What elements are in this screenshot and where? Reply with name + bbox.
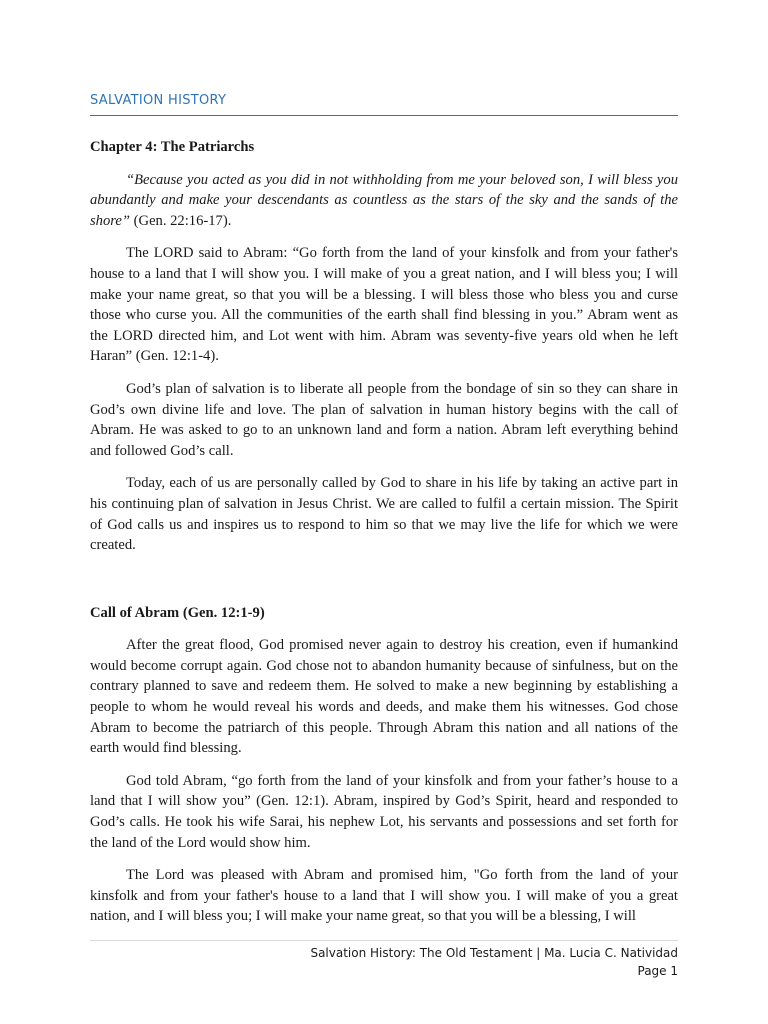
epigraph-citation: (Gen. 22:16-17). — [130, 212, 232, 229]
footer-source: Salvation History: The Old Testament | Ma. Lucia C. Natividad — [310, 946, 678, 960]
document-page — [90, 0, 678, 1024]
paragraph-god-told-abram: God told Abram, “go forth from the land of your kinsfolk and from your father’s house to a land that I will show you” (Gen. 12:1). Abram, inspired by God’s Spirit, heard and responded to God’s calls. He took his wife Sarai, his nephew Lot, his servants and possessions and set forth for the land of the Lord would show him. — [90, 772, 678, 851]
document-body — [90, 137, 678, 939]
page-number: Page 1 — [637, 964, 678, 978]
epigraph — [90, 170, 678, 232]
paragraph-abram-called: The LORD said to Abram: “Go forth from the land of your kinsfolk and from your father's house to a land that I will show you. I will make of you a great nation, and I will bless you; I will make your name great, so that you will be a blessing. I will bless those who bless you and curse those who curse you. All the communities of the earth shall find blessing in you.” Abram went as the LORD directed him, and Lot went with him. Abram was seventy-five years old when he left Haran” (Gen. 12:1-4). — [90, 245, 678, 365]
paragraph-after-flood: After the great flood, God promised never again to destroy his creation, even if humankind would become corrupt again. God chose not to abandon humanity because of sinfulness, but on the contrary planned to save and redeem them. He solved to make a new beginning by establishing a people to whom he would reveal his words and deeds, and make them his witnesses. God chose Abram to become the patriarch of this people. Through Abram this nation and all nations of the earth would find blessing. — [90, 637, 678, 757]
section-title: Call of Abram (Gen. 12:1-9) — [90, 604, 265, 621]
page-footer — [90, 940, 678, 980]
paragraph-plan-of-salvation: God’s plan of salvation is to liberate all people from the bondage of sin so they can share in God’s own divine life and love. The plan of salvation in human history begins with the call of Abram. He was asked to go to an unknown land and form a nation. Abram left everything behind and followed God’s call. — [90, 380, 678, 459]
chapter-title: Chapter 4: The Patriarchs — [90, 139, 255, 155]
epigraph-quote: “Because you acted as you did in not withholding from me your beloved son, I will bless you abundantly and make your descendants as countless as the stars of the sky and the sands of the shore” — [90, 171, 678, 229]
paragraph-today-called: Today, each of us are personally called by God to share in his life by taking an active part in his continuing plan of salvation in Jesus Christ. We are called to fulfil a certain mission. The Spirit of God calls us and inspires us to respond to him so that we may live the life for which we were created. — [90, 475, 678, 554]
running-header: SALVATION HISTORY — [90, 93, 678, 116]
paragraph-lord-pleased: The Lord was pleased with Abram and promised him, "Go forth from the land of your kinsfolk and from your father's house to a land that I will show you. I will make of you a great nation, and I will bless you; I will make your name great, so that you will be a blessing, I will — [90, 867, 678, 925]
